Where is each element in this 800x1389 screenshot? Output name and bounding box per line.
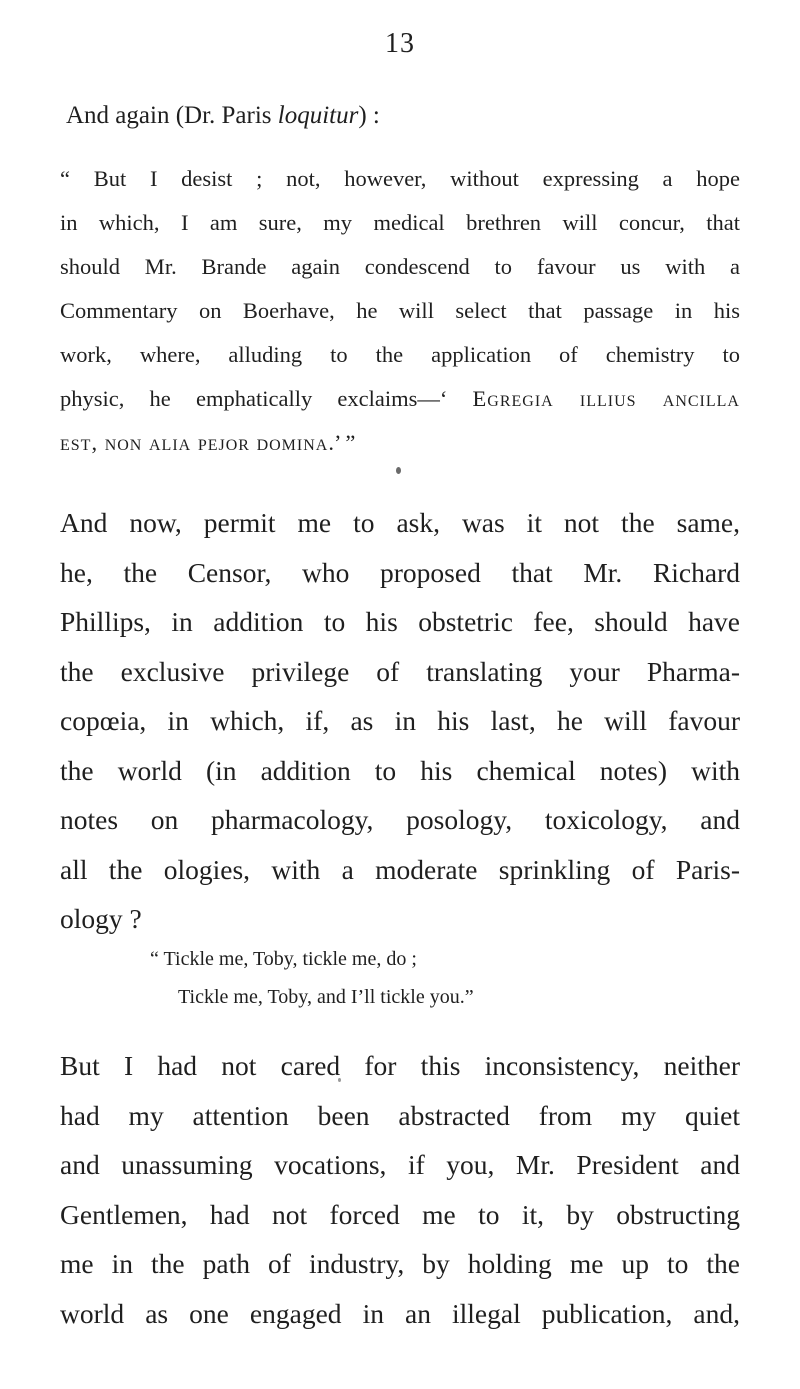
paragraph-line: had my attention been abstracted from my quiet: [60, 1099, 740, 1131]
paragraph-line: me in the path of industry, by holding me up to the: [60, 1248, 740, 1279]
verse-quote: [150, 940, 710, 1016]
ink-speck: [396, 467, 401, 474]
quote-paragraph: [60, 157, 740, 465]
paragraph-line: all the ologies, with a moderate sprinkling of Paris-: [60, 853, 740, 885]
paragraph-line: he, the Censor, who proposed that Mr. Richard: [60, 556, 740, 588]
quote-line: in which, I am sure, my medical brethren will concur, that: [60, 210, 740, 235]
paragraph-line: copœia, in which, if, as in his last, he will favour: [60, 705, 740, 736]
paragraph-line: And now, permit me to ask, was it not the same,: [60, 507, 740, 538]
verse-line: “ Tickle me, Toby, tickle me, do ;: [150, 948, 417, 970]
paragraph-line: world as one engaged in an illegal publication, and,: [60, 1297, 740, 1329]
paragraph-line: the world (in addition to his chemical notes) with: [60, 754, 740, 786]
intro-suffix: ) :: [358, 102, 380, 129]
intro-line: [66, 102, 380, 130]
quote-line6-prefix: physic, he emphatically exclaims—‘: [60, 386, 473, 411]
verse-line: Tickle me, Toby, and I’ll tickle you.”: [178, 986, 474, 1008]
intro-italic: loquitur: [277, 102, 359, 129]
intro-prefix: And again (Dr. Paris: [66, 102, 278, 129]
quote-line: Commentary on Boerhave, he will select that passage in his: [60, 298, 740, 323]
paragraph-inconsistency: [60, 1041, 740, 1338]
paragraph-line: Phillips, in addition to his obstetric fee, should have: [60, 606, 740, 637]
paragraph-line: the exclusive privilege of translating your Pharma-: [60, 655, 740, 687]
quote-line: should Mr. Brande again condescend to favour us with a: [60, 254, 740, 279]
latin-quote-part-2: est, non alia pejor domina: [60, 430, 329, 455]
quote-line-latin-start: [60, 377, 740, 421]
paragraph-line: Gentlemen, had not forced me to it, by obstructing: [60, 1198, 740, 1230]
paragraph-line: But I had not cared for this inconsistency, neither: [60, 1050, 740, 1081]
quote-line: “ But I desist ; not, however, without expressing a hope: [60, 166, 740, 191]
paragraph-line: and unassuming vocations, if you, Mr. President and: [60, 1149, 740, 1180]
latin-quote-part-1: Egregia illius ancilla: [472, 386, 740, 411]
paragraph-censor: [60, 498, 740, 944]
quote-line7-suffix: .’ ”: [328, 430, 356, 455]
paragraph-line: ology ?: [60, 903, 142, 934]
quote-line-latin-end: [60, 421, 740, 465]
paragraph-line: notes on pharmacology, posology, toxicology, and: [60, 804, 740, 835]
quote-line: work, where, alluding to the application of chemistry to: [60, 342, 740, 367]
page-number: 13: [385, 28, 415, 59]
